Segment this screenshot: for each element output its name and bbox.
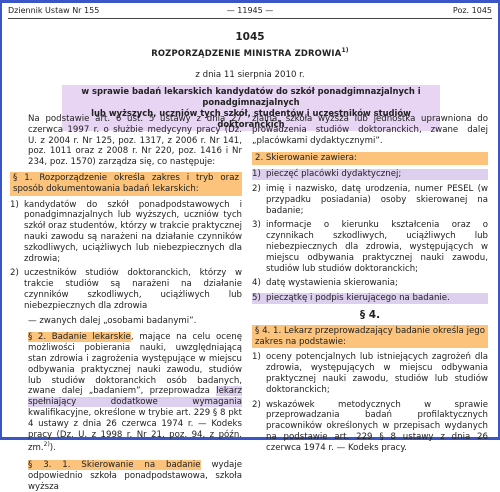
act-title — [0, 47, 500, 58]
section-2-text-b: kwalifikacyjne, określone w trybie art. 229 § 8 pkt 4 ustawy z dnia 26 czerwca 1974 r. — Kodeks pracy (Dz. U. z 1998 r. Nr 21, poz. 94, z późn. zm. — [28, 407, 242, 454]
list-item — [252, 184, 488, 216]
left-column — [10, 114, 242, 492]
preamble: Na podstawie art. 6 ust. 5 ustawy z dnia 27 czerwca 1997 r. o służbie medycyny pracy (Dz. U. z 2004 r. Nr 125, poz. 1317, z 2006 r. Nr 141, poz. 1011 oraz z 2008 r. Nr 220, poz. 1416 i Nr 234, poz. 1570) zarządza się, co następuje: — [28, 114, 242, 168]
section-1-closing: — zwanych dalej „osobami badanymi”. — [28, 315, 197, 326]
section-2-paragraph — [10, 332, 242, 454]
list-item — [252, 278, 488, 289]
list-text: pieczęć placówki dydaktycznej; — [266, 169, 402, 180]
list-text: imię i nazwisko, datę urodzenia, numer PESEL (w przypadku posiadania) osoby skierowanej na badanie; — [266, 183, 488, 216]
journal-name: Dziennik Ustaw Nr 155 — [8, 6, 100, 15]
header-rule — [8, 18, 492, 19]
list-number: 3) — [252, 220, 261, 231]
section-2-end: ). — [49, 443, 56, 454]
list-text: datę wystawienia skierowania; — [266, 278, 398, 289]
list-number: 2) — [252, 183, 261, 194]
section-2-text-a: , mające na celu ocenę możliwości pobierania nauki, uwzględniającą stan zdrowia i zagrożenia występujące w miejscu odbywania praktycznej nauki zawodu, studiów lub studiów doktoranckich osób badanych, zwane dalej „badaniem”, przeprowadza — [28, 332, 242, 397]
list-item — [252, 400, 488, 454]
list-item — [10, 268, 242, 311]
section-4-heading: § 4. 1. Lekarz przeprowadzający badanie określa jego zakres na podstawie: — [252, 325, 488, 349]
list-text: uczestników studiów doktoranckich, którzy w trakcie studiów są narażeni na działanie czynników szkodliwych, uciążliwych lub niebezpiecznych dla zdrowia — [24, 268, 242, 311]
page-border-top — [0, 0, 500, 3]
section-3-text: wydaje odpowiednio szkoła ponadpodstawowa, szkoła wyższa — [28, 459, 242, 492]
list-item — [252, 169, 488, 180]
list-number: 5) — [252, 293, 261, 304]
list-item — [252, 293, 488, 304]
running-header — [8, 5, 492, 17]
section-3-continuation: zjalna, szkoła wyższa lub jednostka uprawniona do prowadzenia studiów doktoranckich, zwane dalej „placówkami dydaktycznymi”. — [252, 114, 488, 146]
list-number: 4) — [252, 278, 261, 289]
list-text: kandydatów do szkół ponadpodstawowych i ponadgimnazjalnych lub wyższych, uczniów tych szkół oraz studentów, którzy w trakcie praktycznej nauki zawodu są narażeni na działanie czynników szkodliwych, uciążliwych lub niebezpiecznych dla zdrowia; — [24, 199, 242, 264]
list-item — [10, 200, 242, 265]
act-subject-line-1: w sprawie badań lekarskich kandydatów do szkół ponadgimnazjalnych i ponadgimnazjalnych — [81, 86, 421, 107]
right-column — [252, 114, 488, 454]
list-text: wskazówek metodycznych w sprawie przeprowadzania badań profilaktycznych pracowników określonych w przepisach wydanych na podstawie art. 229 § 8 ustawy z dnia 26 czerwca 1974 r. — Kodeks pracy. — [266, 399, 488, 453]
section-3-heading: § 3. 1. Skierowanie na badanie — [28, 459, 201, 470]
section-3-2-heading: 2. Skierowanie zawiera: — [252, 152, 488, 165]
act-title-text: ROZPORZĄDZENIE MINISTRA ZDROWIA — [151, 47, 342, 58]
page-border-left — [0, 0, 2, 440]
list-number: 2) — [252, 399, 261, 410]
list-item — [252, 220, 488, 274]
section-1-heading: § 1. Rozporządzenie określa zakres i tryb oraz sposób dokumentowania badań lekarskich: — [10, 172, 242, 196]
list-text: informacje o kierunku kształcenia oraz o czynnikach szkodliwych, uciążliwych lub niebezpiecznych dla zdrowia, występujących w miejscu odbywania praktycznej nauki zawodu, studiów lub studiów doktoranckich; — [266, 220, 488, 274]
list-text: pieczątkę i podpis kierującego na badanie. — [266, 293, 450, 304]
list-number: 2) — [10, 268, 19, 279]
footnote-ref-2: 2) — [43, 441, 50, 449]
position-number: Poz. 1045 — [452, 6, 492, 15]
section-2-heading: § 2. Badanie lekarskie — [28, 332, 131, 343]
section-2-highlight: lekarz spełniający dodatkowe wymagania — [28, 386, 242, 408]
list-item — [252, 352, 488, 395]
list-number: 1) — [10, 199, 19, 210]
section-4-title: § 4. — [359, 308, 381, 321]
act-subject-line-2: lub wyższych, uczniów tych szkół, studentów i uczestników studiów doktoranckich — [91, 108, 411, 129]
page-number: — 11945 — — [226, 6, 274, 15]
section-3-paragraph — [10, 460, 242, 492]
footnote-ref: 1) — [341, 47, 349, 54]
list-text: oceny potencjalnych lub istniejących zagrożeń dla zdrowia, występujących w miejscu odbywania praktycznej nauki zawodu, studiów lub studiów doktoranckich; — [266, 352, 488, 395]
list-number: 1) — [252, 352, 261, 363]
act-date: z dnia 11 sierpnia 2010 r. — [195, 70, 305, 80]
act-number: 1045 — [235, 31, 265, 43]
list-number: 1) — [252, 169, 261, 180]
